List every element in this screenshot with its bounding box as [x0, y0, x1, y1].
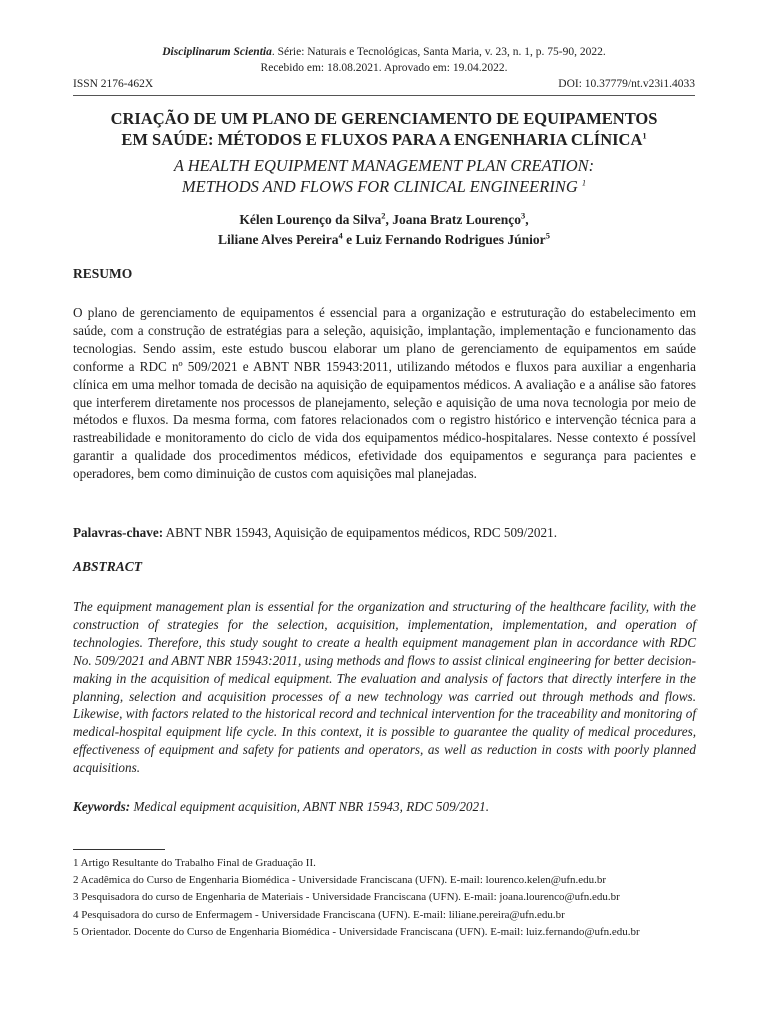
author-2-ref[interactable]: 3	[521, 210, 526, 221]
author-1: Kélen Lourenço da Silva	[239, 212, 382, 227]
keywords-list: Medical equipment acquisition, ABNT NBR 15943, RDC 509/2021.	[130, 799, 490, 814]
keywords-label: Keywords:	[73, 799, 131, 814]
subtitle-line-1: A HEALTH EQUIPMENT MANAGEMENT PLAN CREATION:	[173, 156, 595, 175]
article-title-english	[60, 155, 708, 197]
footnote-1: 1 Artigo Resultante do Trabalho Final de Graduação II.	[73, 857, 316, 869]
subtitle-footnote-ref[interactable]: 1	[581, 177, 587, 188]
submission-dates: Recebido em: 18.08.2021. Aprovado em: 19.04.2022.	[260, 62, 508, 74]
title-footnote-ref[interactable]: 1	[642, 130, 647, 141]
author-3-ref[interactable]: 4	[338, 230, 343, 241]
footnote-3: 3 Pesquisadora do curso de Engenharia de Materiais - Universidade Franciscana (UFN). E-mail: joana.lourenco@ufn.edu.br	[73, 891, 620, 904]
author-4-ref[interactable]: 5	[545, 230, 550, 241]
footnote-2: 2 Acadêmica do Curso de Engenharia Biomédica - Universidade Franciscana (UFN). E-mail: lourenco.kelen@ufn.edu.br	[73, 874, 607, 887]
keywords	[73, 798, 696, 816]
abstract-heading: ABSTRACT	[73, 559, 143, 574]
abstract-text: The equipment management plan is essential for the organization and structuring of the healthcare facility, with the construction of strategies for the selection, acquisition, implementation, implementation, and operation of technologies. Therefore, this study sought to create a health equipment management plan in accordance with RDC No. 509/2021 and ABNT NBR 15943:2011, using methods and flows to assist clinical engineering for better decision-making in the acquisition of medical equipment. The evaluation and analysis of factors that directly interfere in the planning, selection and acquisition processes of a new technology was carried out through methods and flows. Likewise, with factors related to the historical record and technical intervention for the traceability and monitoring of medical-hospital equipment life cycle. In this context, it is possible to guarantee the quality of medical procedures, effectiveness of equipment and safety for patients and operators, as well as reduction in costs with poorly planned acquisitions.	[73, 599, 696, 776]
subtitle-line-2: METHODS AND FLOWS FOR CLINICAL ENGINEERING	[181, 177, 582, 196]
issn: ISSN 2176-462X	[73, 78, 154, 90]
resumo-heading: RESUMO	[73, 266, 133, 281]
header-divider	[73, 95, 695, 96]
author-list	[60, 210, 708, 250]
footnote-4: 4 Pesquisadora do curso de Enfermagem - Universidade Franciscana (UFN). E-mail: liliane.pereira@ufn.edu.br	[73, 908, 565, 921]
author-separator: e	[342, 232, 356, 247]
doi-link[interactable]: DOI: 10.37779/nt.v23i1.4033	[558, 78, 695, 90]
title-line-2: EM SAÚDE: MÉTODOS E FLUXOS PARA A ENGENHARIA CLÍNICA	[121, 130, 643, 149]
journal-citation	[0, 44, 768, 60]
author-2: Joana Bratz Lourenço	[392, 212, 521, 227]
author-separator: ,	[525, 212, 529, 227]
title-line-1: CRIAÇÃO DE UM PLANO DE GERENCIAMENTO DE EQUIPAMENTOS	[110, 109, 658, 128]
resumo-text: O plano de gerenciamento de equipamentos é essencial para a organização e estruturação do estabelecimento em saúde, com a construção de estratégias para a seleção, aquisição, implantação, implementação e funcionamento das tecnologias. Sendo assim, este estudo buscou elaborar um plano de gerenciamento de equipamentos em saúde conforme a RDC nº 509/2021 e ABNT NBR 15943:2011, utilizando métodos e fluxos para auxiliar a engenharia clínica em uma melhor tomada de decisão na aquisição de equipamentos médicos. A avaliação e a análise são fatores que interferem diretamente nos processos de planejamento, seleção e aquisição de uma nova tecnologia por meio de métodos e fluxos. Da mesma forma, com fatores relacionados com o registro histórico e intervenção técnica para a rastreabilidade e monitoramento do ciclo de vida dos equipamentos médico-hospitalares. Nesse contexto é possível garantir a qualidade dos procedimentos médicos, efetividade dos equipamentos e segurança para pacientes e operadores, bem como diminuição de custos com aquisições mal planejadas.	[73, 305, 696, 482]
author-3: Liliane Alves Pereira	[218, 232, 339, 247]
footnotes	[73, 855, 696, 941]
author-1-ref[interactable]: 2	[381, 210, 386, 221]
journal-series: . Série: Naturais e Tecnológicas, Santa Maria, v. 23, n. 1, p. 75-90, 2022.	[271, 46, 606, 58]
footnote-5: 5 Orientador. Docente do Curso de Engenharia Biomédica - Universidade Franciscana (UFN). E-mail: luiz.fernando@ufn.edu.br	[73, 925, 640, 938]
article-title	[60, 108, 708, 150]
palavras-chave	[73, 524, 696, 542]
journal-name: Disciplinarum Scientia	[162, 46, 272, 58]
author-4: Luiz Fernando Rodrigues Júnior	[355, 232, 546, 247]
palavras-chave-list: ABNT NBR 15943, Aquisição de equipamentos médicos, RDC 509/2021.	[163, 525, 557, 540]
footnote-divider	[73, 849, 165, 850]
author-separator: ,	[385, 212, 393, 227]
palavras-chave-label: Palavras-chave:	[73, 525, 164, 540]
